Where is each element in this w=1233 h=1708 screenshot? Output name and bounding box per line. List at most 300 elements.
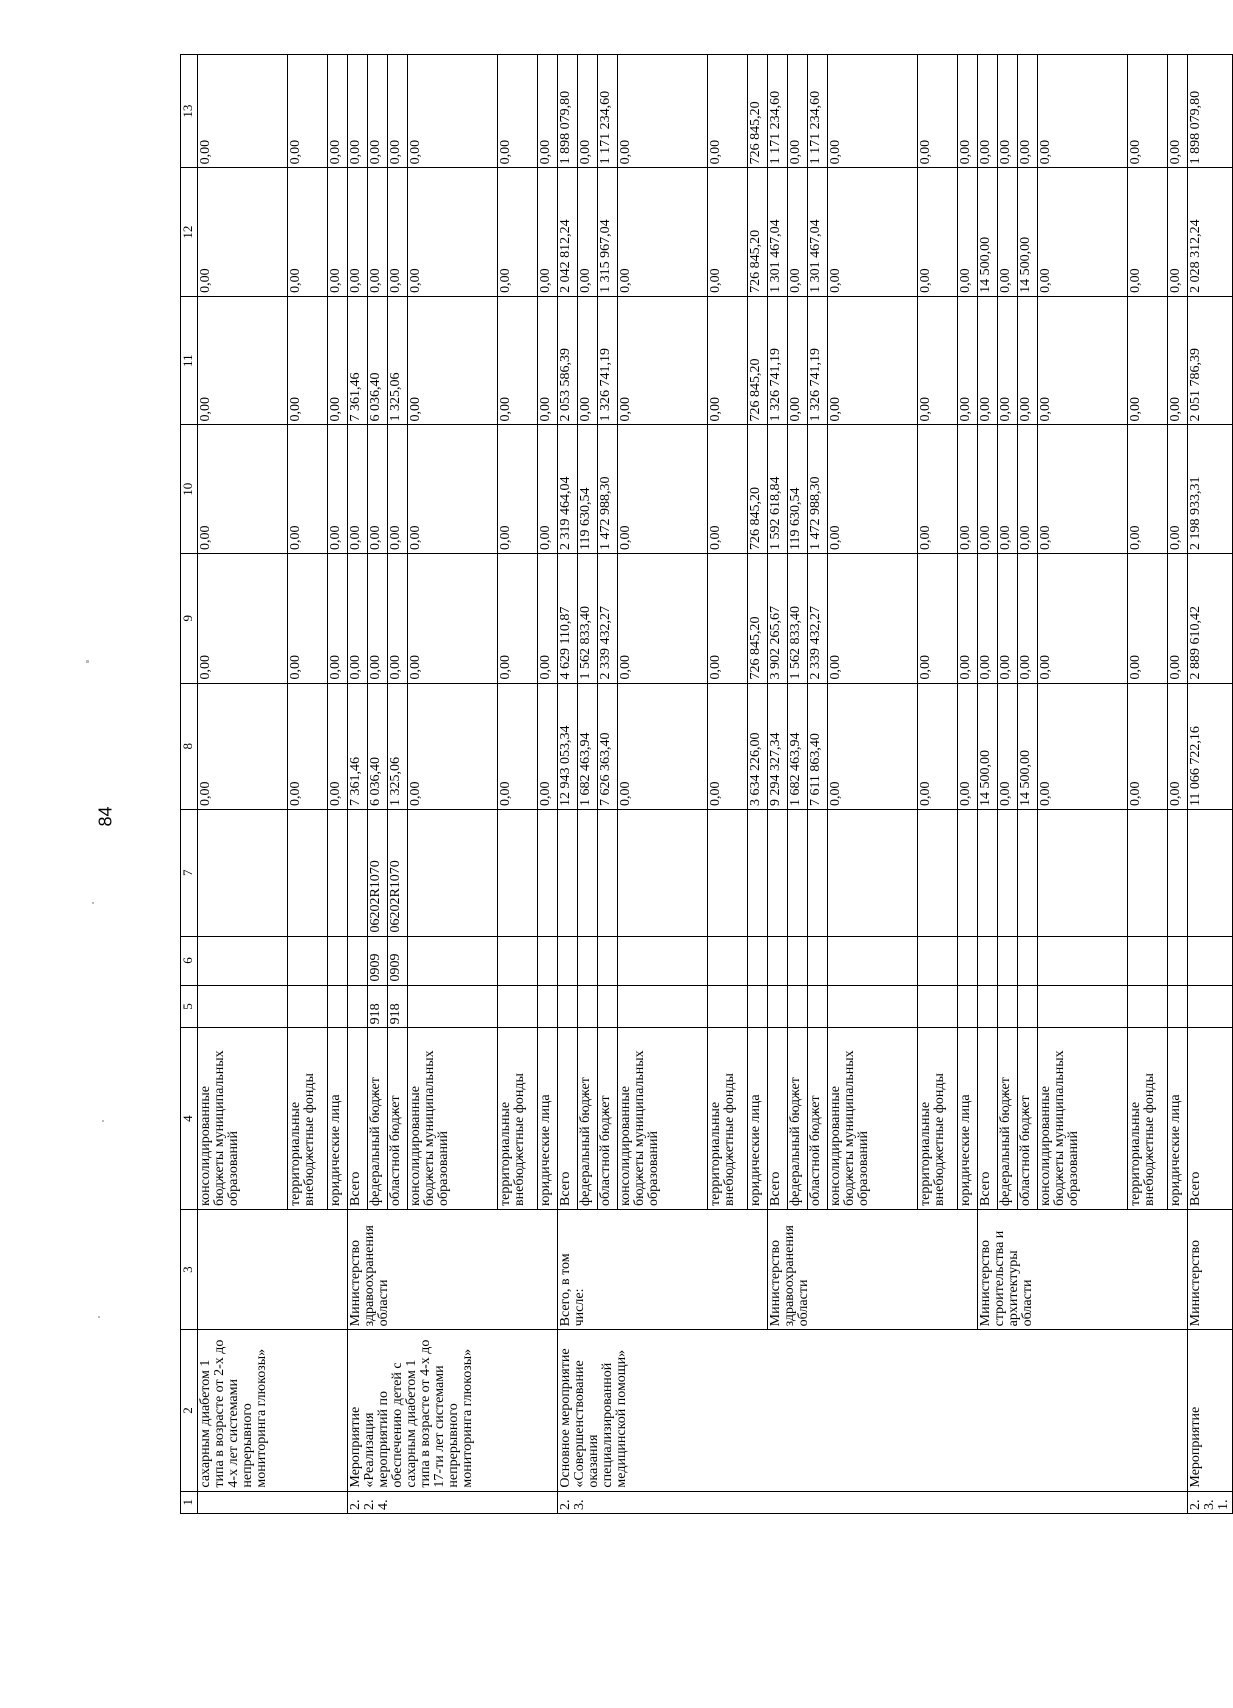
amount-cell: 0,00 [958,683,978,810]
executor-cell [198,1209,348,1329]
amount-cell: 726 845,20 [748,55,768,168]
amount-cell: 119 630,54 [788,425,808,554]
amount-cell: 0,00 [618,55,708,168]
scan-speck [92,902,94,904]
amount-cell: 7 611 863,40 [808,683,828,810]
amount-cell: 1 325,06 [388,296,408,425]
amount-cell: 1 326 741,19 [808,296,828,425]
funding-source-cell: консолидированные бюджеты муниципальных образований [618,1028,708,1210]
section-code-cell [1128,936,1168,985]
amount-cell: 0,00 [408,168,498,297]
amount-cell: 726 845,20 [748,168,768,297]
amount-cell: 2 198 933,31 [1188,425,1233,554]
amount-cell: 12 943 053,34 [558,683,578,810]
amount-cell: 14 500,00 [1018,683,1038,810]
scan-speck [86,660,89,663]
amount-cell: 0,00 [1168,553,1188,683]
table-row [768,55,788,1514]
executor-cell: Министерство строительства и архитектуры области [978,1209,1188,1329]
amount-cell: 0,00 [368,168,388,297]
amount-cell: 1 682 463,94 [788,683,808,810]
amount-cell: 0,00 [1038,553,1128,683]
amount-cell: 1 562 833,40 [578,553,598,683]
amount-cell: 0,00 [198,553,288,683]
row-number-cell: 2.3. [558,1491,1188,1513]
gov-code-cell: 918 [388,985,408,1028]
amount-cell: 0,00 [198,425,288,554]
gov-code-cell [828,985,918,1028]
section-code-cell [978,936,998,985]
amount-cell: 0,00 [388,425,408,554]
amount-cell: 0,00 [288,683,328,810]
funding-source-cell: федеральный бюджет [998,1028,1018,1210]
amount-cell: 0,00 [388,168,408,297]
amount-cell: 0,00 [618,168,708,297]
amount-cell: 0,00 [708,683,748,810]
amount-cell: 0,00 [788,296,808,425]
amount-cell: 1 171 234,60 [768,55,788,168]
amount-cell: 2 339 432,27 [598,553,618,683]
amount-cell: 0,00 [328,55,348,168]
section-code-cell [788,936,808,985]
funding-source-cell: Всего [768,1028,788,1210]
target-code-cell [998,810,1018,937]
target-code-cell [288,810,328,937]
amount-cell: 0,00 [1038,168,1128,297]
amount-cell: 0,00 [388,55,408,168]
amount-cell: 0,00 [288,55,328,168]
funding-source-cell: территориальные внебюджетные фонды [498,1028,538,1210]
amount-cell: 0,00 [918,425,958,554]
amount-cell: 0,00 [348,168,368,297]
executor-cell: Министерство здравоохранения области [348,1209,558,1329]
funding-source-cell: территориальные внебюджетные фонды [1128,1028,1168,1210]
amount-cell: 0,00 [498,168,538,297]
amount-cell: 0,00 [498,683,538,810]
column-number-header: 11 [181,296,198,425]
target-code-cell [498,810,538,937]
amount-cell: 2 028 312,24 [1188,168,1233,297]
amount-cell: 0,00 [498,296,538,425]
amount-cell: 0,00 [978,296,998,425]
executor-cell: Министерство [1188,1209,1233,1329]
amount-cell: 0,00 [328,296,348,425]
funding-source-cell: федеральный бюджет [578,1028,598,1210]
amount-cell: 0,00 [998,683,1018,810]
funding-source-cell: территориальные внебюджетные фонды [288,1028,328,1210]
amount-cell: 0,00 [408,553,498,683]
section-code-cell [998,936,1018,985]
amount-cell: 0,00 [348,425,368,554]
gov-code-cell [618,985,708,1028]
measure-name-cell: Основное мероприятие «Совершенствование оказания специализированной медицинской помощи» [558,1330,1188,1491]
funding-source-cell: территориальные внебюджетные фонды [918,1028,958,1210]
amount-cell: 0,00 [198,683,288,810]
target-code-cell [348,810,368,937]
amount-cell: 0,00 [618,683,708,810]
amount-cell: 0,00 [408,425,498,554]
gov-code-cell [748,985,768,1028]
gov-code-cell [1188,985,1233,1028]
amount-cell: 0,00 [578,296,598,425]
amount-cell: 6 036,40 [368,296,388,425]
gov-code-cell [578,985,598,1028]
amount-cell: 0,00 [918,168,958,297]
funding-source-cell: консолидированные бюджеты муниципальных образований [828,1028,918,1210]
amount-cell: 0,00 [328,553,348,683]
gov-code-cell [808,985,828,1028]
amount-cell: 0,00 [498,425,538,554]
table-row [978,55,998,1514]
amount-cell: 0,00 [1168,296,1188,425]
amount-cell: 0,00 [788,55,808,168]
funding-source-cell: областной бюджет [808,1028,828,1210]
amount-cell: 726 845,20 [748,553,768,683]
section-code-cell [198,936,288,985]
amount-cell: 14 500,00 [978,168,998,297]
gov-code-cell [1038,985,1128,1028]
amount-cell: 0,00 [708,553,748,683]
gov-code-cell [788,985,808,1028]
gov-code-cell [288,985,328,1028]
gov-code-cell [328,985,348,1028]
target-code-cell: 06202R1070 [368,810,388,937]
executor-cell: Всего, в том числе: [558,1209,768,1329]
gov-code-cell [538,985,558,1028]
funding-source-cell: юридические лица [958,1028,978,1210]
gov-code-cell [348,985,368,1028]
amount-cell: 0,00 [538,55,558,168]
gov-code-cell [998,985,1018,1028]
target-code-cell [708,810,748,937]
measure-name-cell: сахарным диабетом 1 типа в возрасте от 2-х до 4-х лет системами непрерывного мониторинга глюкозы» [198,1330,348,1491]
amount-cell: 7 626 363,40 [598,683,618,810]
table-row [181,55,198,1514]
amount-cell: 0,00 [198,55,288,168]
amount-cell: 2 053 586,39 [558,296,578,425]
section-code-cell [408,936,498,985]
amount-cell: 0,00 [288,553,328,683]
amount-cell: 1 301 467,04 [808,168,828,297]
amount-cell: 0,00 [978,425,998,554]
amount-cell: 0,00 [1128,55,1168,168]
amount-cell: 0,00 [1018,296,1038,425]
column-number-header: 6 [181,936,198,985]
gov-code-cell [598,985,618,1028]
column-number-header: 2 [181,1330,198,1491]
amount-cell: 6 036,40 [368,683,388,810]
amount-cell: 0,00 [1038,55,1128,168]
measure-name-cell: Мероприятие «Реализация мероприятий по обеспечению детей с сахарным диабетом 1 типа в возрасте от 4-х до 17-ти лет системами непрерывного мониторинга глюкозы» [348,1330,558,1491]
column-number-header: 10 [181,425,198,554]
table-row [558,55,578,1514]
column-number-header: 3 [181,1209,198,1329]
funding-source-cell: федеральный бюджет [788,1028,808,1210]
section-code-cell [828,936,918,985]
column-number-header: 4 [181,1028,198,1210]
section-code-cell [808,936,828,985]
amount-cell: 4 629 110,87 [558,553,578,683]
funding-source-cell: областной бюджет [598,1028,618,1210]
target-code-cell [918,810,958,937]
target-code-cell [578,810,598,937]
amount-cell: 1 301 467,04 [768,168,788,297]
gov-code-cell [1128,985,1168,1028]
section-code-cell [328,936,348,985]
amount-cell: 0,00 [1038,425,1128,554]
amount-cell: 0,00 [828,683,918,810]
amount-cell: 1 472 988,30 [808,425,828,554]
amount-cell: 1 592 618,84 [768,425,788,554]
amount-cell: 0,00 [408,296,498,425]
gov-code-cell [1168,985,1188,1028]
amount-cell: 0,00 [538,425,558,554]
amount-cell: 0,00 [578,55,598,168]
section-code-cell [958,936,978,985]
column-number-header: 1 [181,1491,198,1513]
amount-cell: 1 562 833,40 [788,553,808,683]
amount-cell: 0,00 [978,55,998,168]
section-code-cell [498,936,538,985]
section-code-cell [538,936,558,985]
amount-cell: 0,00 [958,425,978,554]
gov-code-cell [978,985,998,1028]
amount-cell: 0,00 [788,168,808,297]
amount-cell: 0,00 [538,553,558,683]
funding-source-cell: консолидированные бюджеты муниципальных образований [408,1028,498,1210]
row-number-cell: 2.3.1. [1188,1491,1233,1513]
funding-source-cell: Всего [1188,1028,1233,1210]
amount-cell: 0,00 [828,553,918,683]
amount-cell: 9 294 327,34 [768,683,788,810]
amount-cell: 0,00 [288,168,328,297]
funding-source-cell: консолидированные бюджеты муниципальных образований [1038,1028,1128,1210]
gov-code-cell [1018,985,1038,1028]
amount-cell: 0,00 [1018,425,1038,554]
amount-cell: 0,00 [538,683,558,810]
amount-cell: 0,00 [1018,553,1038,683]
target-code-cell [768,810,788,937]
amount-cell: 0,00 [1018,55,1038,168]
amount-cell: 0,00 [708,296,748,425]
amount-cell: 0,00 [998,55,1018,168]
table-row [1188,55,1233,1514]
amount-cell: 0,00 [328,168,348,297]
section-code-cell [598,936,618,985]
scan-speck [98,1316,100,1318]
target-code-cell [618,810,708,937]
amount-cell: 11 066 722,16 [1188,683,1233,810]
gov-code-cell [768,985,788,1028]
amount-cell: 0,00 [1038,296,1128,425]
amount-cell: 0,00 [368,553,388,683]
amount-cell: 0,00 [578,168,598,297]
amount-cell: 0,00 [1128,683,1168,810]
amount-cell: 0,00 [368,425,388,554]
gov-code-cell: 918 [368,985,388,1028]
gov-code-cell [918,985,958,1028]
table-row [198,55,288,1514]
amount-cell: 0,00 [408,55,498,168]
funding-source-cell: областной бюджет [1018,1028,1038,1210]
gov-code-cell [708,985,748,1028]
amount-cell: 0,00 [618,296,708,425]
amount-cell: 726 845,20 [748,296,768,425]
target-code-cell [748,810,768,937]
funding-source-cell: юридические лица [328,1028,348,1210]
gov-code-cell [408,985,498,1028]
amount-cell: 0,00 [958,55,978,168]
amount-cell: 0,00 [1128,553,1168,683]
amount-cell: 1 898 079,80 [558,55,578,168]
section-code-cell [348,936,368,985]
column-number-header: 8 [181,683,198,810]
section-code-cell [288,936,328,985]
budget-table-rotated [180,54,1231,1514]
amount-cell: 2 051 786,39 [1188,296,1233,425]
amount-cell: 0,00 [978,553,998,683]
page-number: 84 [95,806,116,827]
target-code-cell [1128,810,1168,937]
amount-cell: 1 325,06 [388,683,408,810]
amount-cell: 0,00 [918,55,958,168]
amount-cell: 0,00 [618,553,708,683]
amount-cell: 0,00 [1168,168,1188,297]
budget-table [180,54,1233,1514]
amount-cell: 1 898 079,80 [1188,55,1233,168]
amount-cell: 0,00 [618,425,708,554]
amount-cell: 0,00 [1128,296,1168,425]
amount-cell: 0,00 [828,168,918,297]
target-code-cell [958,810,978,937]
target-code-cell [1168,810,1188,937]
amount-cell: 1 171 234,60 [598,55,618,168]
section-code-cell: 0909 [388,936,408,985]
amount-cell: 0,00 [348,55,368,168]
target-code-cell [828,810,918,937]
funding-source-cell: юридические лица [1168,1028,1188,1210]
funding-source-cell: юридические лица [748,1028,768,1210]
amount-cell: 1 326 741,19 [598,296,618,425]
measure-name-cell: Мероприятие [1188,1330,1233,1491]
amount-cell: 0,00 [288,296,328,425]
funding-source-cell: Всего [978,1028,998,1210]
amount-cell: 0,00 [498,55,538,168]
amount-cell: 2 042 812,24 [558,168,578,297]
section-code-cell [1018,936,1038,985]
funding-source-cell: Всего [558,1028,578,1210]
section-code-cell [1188,936,1233,985]
column-number-header: 12 [181,168,198,297]
funding-source-cell: юридические лица [538,1028,558,1210]
amount-cell: 3 634 226,00 [748,683,768,810]
amount-cell: 0,00 [828,55,918,168]
amount-cell: 0,00 [1038,683,1128,810]
amount-cell: 0,00 [998,296,1018,425]
amount-cell: 1 326 741,19 [768,296,788,425]
target-code-cell [538,810,558,937]
target-code-cell [1188,810,1233,937]
amount-cell: 0,00 [708,425,748,554]
amount-cell: 1 315 967,04 [598,168,618,297]
section-code-cell [578,936,598,985]
amount-cell: 3 902 265,67 [768,553,788,683]
amount-cell: 0,00 [1128,168,1168,297]
amount-cell: 0,00 [288,425,328,554]
amount-cell: 0,00 [998,553,1018,683]
scan-speck [102,1120,104,1122]
row-number-cell: 2.2.4. [348,1491,558,1513]
target-code-cell [328,810,348,937]
amount-cell: 0,00 [828,425,918,554]
amount-cell: 0,00 [1168,55,1188,168]
gov-code-cell [558,985,578,1028]
amount-cell: 0,00 [1168,683,1188,810]
section-code-cell: 0909 [368,936,388,985]
amount-cell: 0,00 [958,553,978,683]
gov-code-cell [498,985,538,1028]
column-number-header: 5 [181,985,198,1028]
amount-cell: 7 361,46 [348,296,368,425]
executor-cell: Министерство здравоохранения области [768,1209,978,1329]
table-row [348,55,368,1514]
funding-source-cell: федеральный бюджет [368,1028,388,1210]
amount-cell: 0,00 [998,168,1018,297]
funding-source-cell: областной бюджет [388,1028,408,1210]
amount-cell: 0,00 [498,553,538,683]
column-number-header: 13 [181,55,198,168]
funding-source-cell: консолидированные бюджеты муниципальных образований [198,1028,288,1210]
amount-cell: 0,00 [708,55,748,168]
amount-cell: 14 500,00 [978,683,998,810]
amount-cell: 2 889 610,42 [1188,553,1233,683]
row-number-cell [198,1491,348,1513]
target-code-cell [198,810,288,937]
amount-cell: 119 630,54 [578,425,598,554]
amount-cell: 0,00 [1168,425,1188,554]
amount-cell: 0,00 [998,425,1018,554]
amount-cell: 0,00 [708,168,748,297]
amount-cell: 0,00 [958,168,978,297]
funding-source-cell: Всего [348,1028,368,1210]
amount-cell: 2 339 432,27 [808,553,828,683]
amount-cell: 0,00 [328,683,348,810]
column-number-header: 9 [181,553,198,683]
gov-code-cell [958,985,978,1028]
amount-cell: 0,00 [408,683,498,810]
target-code-cell [558,810,578,937]
amount-cell: 1 171 234,60 [808,55,828,168]
section-code-cell [918,936,958,985]
section-code-cell [1168,936,1188,985]
target-code-cell [598,810,618,937]
amount-cell: 0,00 [348,553,368,683]
amount-cell: 0,00 [538,168,558,297]
amount-cell: 0,00 [958,296,978,425]
section-code-cell [708,936,748,985]
amount-cell: 0,00 [368,55,388,168]
amount-cell: 0,00 [918,553,958,683]
target-code-cell: 06202R1070 [388,810,408,937]
amount-cell: 14 500,00 [1018,168,1038,297]
gov-code-cell [198,985,288,1028]
section-code-cell [1038,936,1128,985]
amount-cell: 0,00 [828,296,918,425]
target-code-cell [808,810,828,937]
target-code-cell [1038,810,1128,937]
target-code-cell [978,810,998,937]
section-code-cell [748,936,768,985]
